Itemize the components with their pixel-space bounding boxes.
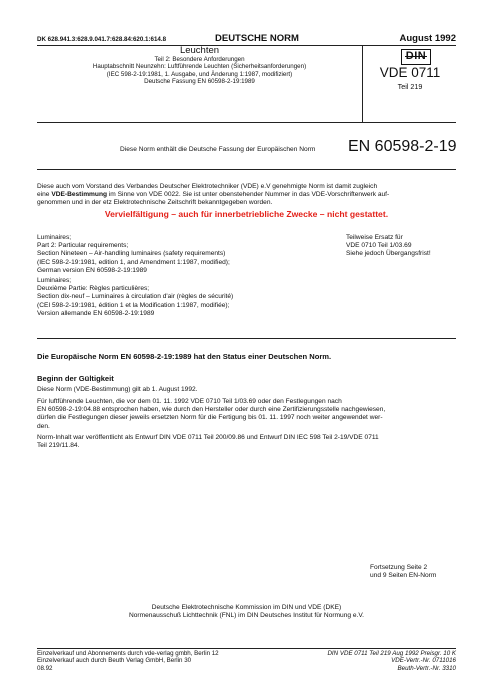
footer-rule	[37, 648, 456, 649]
document-title: Leuchten	[179, 45, 220, 56]
vde-note-line-3: genommen und in der etz Elektrotechnische Zeitschrift bekanntgegeben worden.	[37, 199, 273, 207]
norm-type: DEUTSCHE NORM	[215, 33, 299, 44]
validity-heading: Beginn der Gültigkeit	[37, 374, 114, 383]
vde-bestimmung-term: VDE-Bestimmung	[51, 191, 107, 199]
norm-date: August 1992	[399, 33, 456, 44]
validity-paragraph-2: Für luftführende Leuchten, die vor dem 01. 11. 1992 VDE 0710 Teil 1/03.69 oder den Festlegungen nach EN 60598-2-19:04.88 entsprochen haben, wie durch den Hersteller oder durch eine Zertifizierungsstelle nachgewiesen, dürfen die Festlegungen dieser jeweils ersetzten Norm für die Fertigung bis 01. 11. 1997 noch weiter angewendet wer- den.	[37, 398, 386, 430]
validity-paragraph-3: Norm-Inhalt war veröffentlicht als Entwurf DIN VDE 0711 Teil 200/09.86 und Entwurf DIN IEC 598 Teil 2-19/VDE 0711 Teil 219/11.84.	[37, 434, 379, 450]
title-block	[37, 46, 362, 86]
vde-note	[37, 183, 457, 208]
footer-right: DIN VDE 0711 Teil 219 Aug 1992 Preisgr. 10 K VDE-Vertr.-Nr. 0711016 Beuth-Vertr.-Nr. 3310	[327, 650, 456, 672]
en-number: EN 60598-2-19	[348, 138, 457, 155]
subtitle-line-3: (IEC 598-2-19:1981, 1. Ausgabe, und Änderung 1:1987, modifiziert)	[106, 70, 293, 78]
vde-note-line-1: Diese auch vom Vorstand des Verbandes Deutscher Elektrotechniker (VDE) e.V genehmigte Norm ist damit zugleich	[37, 183, 378, 190]
continuation-note: Fortsetzung Seite 2 und 9 Seiten EN-Norm	[370, 564, 437, 580]
subtitle-line-4: Deutsche Fassung EN 60598-2-19:1989	[144, 78, 255, 86]
subtitle-line-1: Teil 2: Besondere Anforderungen	[154, 56, 245, 63]
subtitle-line-2: Hauptabschnitt Neunzehn: Luftführende Leuchten (Sicherheitsanforderungen)	[92, 63, 307, 71]
copy-warning: Vervielfältigung – auch für innerbetriebliche Zwecke – nicht gestattet.	[104, 209, 389, 219]
validity-paragraph-1: Diese Norm (VDE-Bestimmung) gilt ab 1. August 1992.	[37, 386, 198, 393]
en-line-text: Diese Norm enthält die Deutsche Fassung der Europäischen Norm	[120, 146, 316, 153]
replacement-note: Teilweise Ersatz für VDE 0710 Teil 1/03.69 Siehe jedoch Übergangsfrist!	[346, 234, 431, 258]
title-bottom-rule	[37, 122, 456, 123]
section-rule-1	[37, 169, 456, 170]
vde-note-line-2: eine VDE-Bestimmung im Sinne von VDE 0022. Sie ist unter obenstehender Nummer in das VDE-Vorschriftenwerk auf-	[37, 191, 390, 199]
status-heading: Die Europäische Norm EN 60598-2-19:1989 hat den Status einer Deutschen Norm.	[37, 352, 332, 361]
french-title: Luminaires; Deuxième Partie: Règles particulières; Section dix-neuf – Luminaires à circulation d'air (règles de sécurité) (CEI 598-2-19:1981, édition 1 et la Modification 1:1987, modifiée); Version allemande EN 60598-2-19:1989	[37, 277, 234, 317]
vde-standard-number: VDE 0711	[379, 65, 441, 80]
english-title: Luminaires; Part 2: Particular requirements; Section Nineteen – Air-handling luminaires (safety requirements) (IEC 598-2-19:1981, edition 1, and Amendment 1:1987, modified); German version EN 60598-2-19:1989	[37, 234, 230, 274]
dk-code: DK 628.941.3:628.9.041.7:628.84:620.1:614.8	[37, 36, 167, 43]
section-rule-2	[37, 338, 456, 339]
vde-part-number: Teil 219	[397, 82, 423, 91]
footer-left: Einzelverkauf und Abonnements durch vde-verlag gmbh, Berlin 12 Einzelverkauf auch durch Beuth Verlag GmbH, Berlin 30 08.92	[37, 650, 219, 672]
commission-block: Deutsche Elektrotechnische Kommission im DIN und VDE (DKE) Normenausschuß Lichttechnik (FNL) im DIN Deutsches Institut für Normung e.V.	[128, 604, 365, 620]
din-logo: DIN	[401, 49, 431, 65]
